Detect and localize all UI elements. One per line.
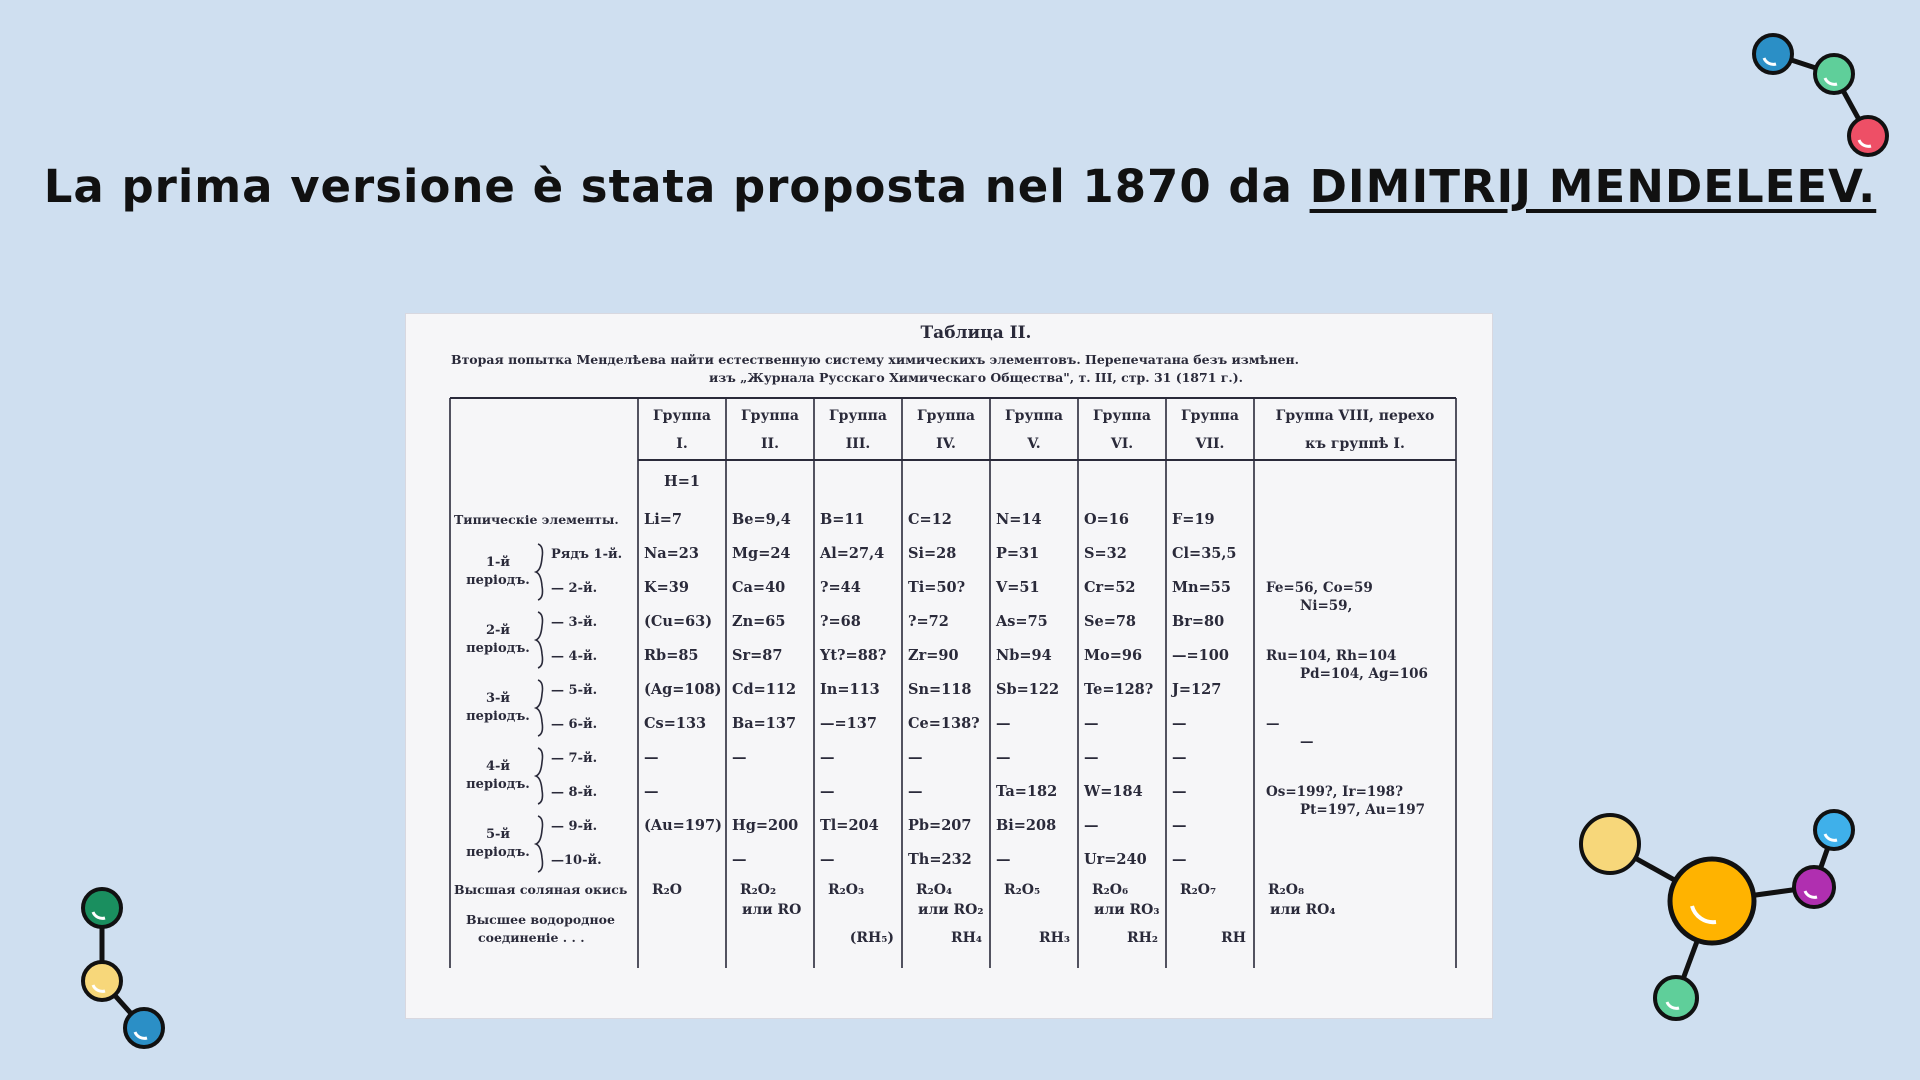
oxide-cell: R₂O₇ [1180,882,1217,898]
period-label: періодъ. [466,777,530,792]
element-cell: Bi=208 [996,817,1057,834]
element-cell: B=11 [820,511,865,528]
row-label: Высшее водородное [466,912,615,927]
table-heading: Таблица II. [920,323,1032,343]
period-label: періодъ. [466,641,530,656]
element-cell: W=184 [1084,783,1143,800]
group-header: Группа [917,408,975,424]
row-number: — 8-й. [551,785,598,800]
element-cell: — [1172,749,1187,766]
atom-darkgreen-icon [83,889,121,927]
hydride-cell: RH₃ [1039,930,1070,946]
element-cell: J=127 [1172,681,1222,698]
oxide-cell: R₂O₂ [740,882,777,898]
element-cell: — [732,851,747,868]
group8-cell: — [1266,716,1280,732]
element-cell: Zn=65 [732,613,786,630]
atom-blue-icon [125,1009,163,1047]
element-cell: (Au=197) [644,817,722,834]
atom-lightblue-icon [1815,811,1853,849]
element-cell: S=32 [1084,545,1127,562]
period-label: періодъ. [466,573,530,588]
element-cell: Te=128? [1084,681,1154,698]
element-cell: Na=23 [644,545,699,562]
element-cell: Cd=112 [732,681,797,698]
hydride-cell: RH₄ [951,930,982,946]
oxide-cell: или RO₄ [1270,902,1336,918]
element-cell: Pb=207 [908,817,972,834]
element-cell: Ca=40 [732,579,786,596]
element-cell: Ti=50? [908,579,966,596]
row-number: — 2-й. [551,581,598,596]
element-cell: — [1172,715,1187,732]
table-image [406,314,1492,1018]
mendeleev-table-scan [406,314,1492,1018]
element-cell: C=12 [908,511,952,528]
row-number: — 4-й. [551,649,598,664]
element-cell: ?=72 [908,613,949,630]
element-cell: P=31 [996,545,1040,562]
group-header: I. [676,436,688,452]
oxide-cell: R₂O₅ [1004,882,1041,898]
group8-cell: Pt=197, Au=197 [1300,802,1426,818]
atom-green-icon [1815,55,1853,93]
title-name-link: DIMITRIJ MENDELEEV. [1309,160,1877,213]
brace-icon [536,816,543,872]
oxide-cell: или RO [742,902,802,918]
group-header: IV. [936,436,956,452]
group-header: Группа [829,408,887,424]
element-cell: Al=27,4 [820,545,885,562]
oxide-cell: или RO₃ [1094,902,1160,918]
group-header: II. [761,436,779,452]
hydride-cell: RH [1221,930,1246,946]
row-number: — 5-й. [551,683,598,698]
group-header: VI. [1110,436,1134,452]
oxide-cell: R₂O₄ [916,882,953,898]
atom-yellow-icon [83,962,121,1000]
element-cell: — [732,749,747,766]
row-label: соединеніе . . . [478,930,585,945]
row-label: Типическіе элементы. [454,512,619,527]
element-cell: — [820,749,835,766]
element-cell: O=16 [1084,511,1129,528]
group-header: Группа [1005,408,1063,424]
element-cell: (Ag=108) [644,681,722,698]
group-header: III. [845,436,871,452]
group8-cell: Ni=59, [1300,598,1353,614]
row-number: Рядъ 1-й. [551,547,623,562]
brace-icon [536,612,543,668]
group-header: Группа [1093,408,1151,424]
group-header: Группа [653,408,711,424]
element-cell: (Cu=63) [644,613,713,630]
period-label: 2-й [485,623,511,638]
element-cell: — [1084,817,1099,834]
row-number: — 6-й. [551,717,598,732]
element-cell: — [996,715,1011,732]
element-cell: — [1172,851,1187,868]
element-cell: Ur=240 [1084,851,1147,868]
row-label: Высшая соляная окись [454,882,628,897]
atom-purple-icon [1794,867,1834,907]
element-cell: — [908,783,923,800]
group8-cell: Fe=56, Co=59 [1266,580,1373,596]
element-cell: Tl=204 [820,817,879,834]
element-cell: Sb=122 [996,681,1060,698]
table-caption: изъ „Журнала Русскаго Химическаго Общества", т. III, стр. 31 (1871 г.). [708,370,1244,385]
brace-icon [536,680,543,736]
element-cell: — [820,783,835,800]
element-cell: Sn=118 [908,681,972,698]
element-cell: ?=68 [820,613,861,630]
atom-yellow-icon [1581,815,1639,873]
element-cell: Ta=182 [996,783,1058,800]
element-cell: F=19 [1172,511,1215,528]
element-cell: Yt?=88? [820,647,887,664]
element-cell: Sr=87 [732,647,783,664]
element-cell: — [1172,783,1187,800]
element-cell: Cl=35,5 [1172,545,1237,562]
element-cell: ?=44 [820,579,861,596]
element-cell: Th=232 [908,851,972,868]
group-header: Группа VIII, перехо [1275,408,1435,424]
element-cell: N=14 [996,511,1042,528]
element-cell: Se=78 [1084,613,1137,630]
element-cell: Hg=200 [732,817,799,834]
hydrogen-cell: H=1 [664,473,700,490]
element-cell: — [820,851,835,868]
atom-red-icon [1849,117,1887,155]
element-cell: Mo=96 [1084,647,1143,664]
element-cell: In=113 [820,681,880,698]
element-cell: — [644,749,659,766]
oxide-cell: R₂O₈ [1268,882,1305,898]
row-number: — 7-й. [551,751,598,766]
element-cell: Rb=85 [644,647,699,664]
element-cell: Ba=137 [732,715,797,732]
oxide-cell: R₂O [652,882,682,898]
atom-blue-icon [1754,35,1792,73]
period-label: 1-й [485,555,511,570]
element-cell: Nb=94 [996,647,1052,664]
row-number: — 9-й. [551,819,598,834]
hydride-cell: RH₂ [1127,930,1158,946]
group-header: къ группѣ I. [1305,436,1405,452]
group-header: Группа [741,408,799,424]
period-label: 3-й [485,691,511,706]
molecule-bottom-left [72,882,182,1062]
oxide-cell: или RO₂ [918,902,984,918]
element-cell: V=51 [996,579,1040,596]
atom-orange-icon [1670,859,1754,943]
group-header: VII. [1195,436,1225,452]
element-cell: —=100 [1172,647,1229,664]
element-cell: Mn=55 [1172,579,1231,596]
element-cell: — [1172,817,1187,834]
hydride-cell: (RH₅) [849,930,894,946]
element-cell: Ce=138? [908,715,980,732]
element-cell: Br=80 [1172,613,1225,630]
element-cell: Si=28 [908,545,957,562]
row-number: —10-й. [551,853,602,868]
group8-cell: — [1300,734,1314,750]
period-label: періодъ. [466,845,530,860]
oxide-cell: R₂O₆ [1092,882,1129,898]
element-cell: Zr=90 [908,647,959,664]
period-label: 4-й [485,759,511,774]
group8-cell: Os=199?, Ir=198? [1266,784,1403,800]
element-cell: As=75 [996,613,1048,630]
element-cell: — [996,749,1011,766]
molecule-bottom-right [1570,800,1870,1040]
group-header: Группа [1181,408,1239,424]
brace-icon [536,748,543,804]
period-label: періодъ. [466,709,530,724]
element-cell: — [644,783,659,800]
element-cell: Li=7 [644,511,682,528]
atom-green-icon [1655,977,1697,1019]
molecule-top-right [1740,28,1900,163]
brace-icon [536,544,543,600]
group-header: V. [1027,436,1041,452]
group8-cell: Ru=104, Rh=104 [1266,648,1397,664]
element-cell: Cr=52 [1084,579,1136,596]
title-text: La prima versione è stata proposta nel 1870 da [43,160,1310,213]
element-cell: — [996,851,1011,868]
group8-cell: Pd=104, Ag=106 [1300,666,1428,682]
element-cell: Be=9,4 [732,511,791,528]
period-label: 5-й [485,827,511,842]
element-cell: — [1084,715,1099,732]
slide-title [0,160,1920,213]
element-cell: — [1084,749,1099,766]
element-cell: —=137 [820,715,877,732]
element-cell: Cs=133 [644,715,707,732]
element-cell: K=39 [644,579,689,596]
row-number: — 3-й. [551,615,598,630]
element-cell: Mg=24 [732,545,791,562]
table-caption: Вторая попытка Менделѣева найти естественную систему химическихъ элементовъ. Перепечатана безъ измѣнен. [451,352,1300,367]
element-cell: — [908,749,923,766]
oxide-cell: R₂O₃ [828,882,865,898]
